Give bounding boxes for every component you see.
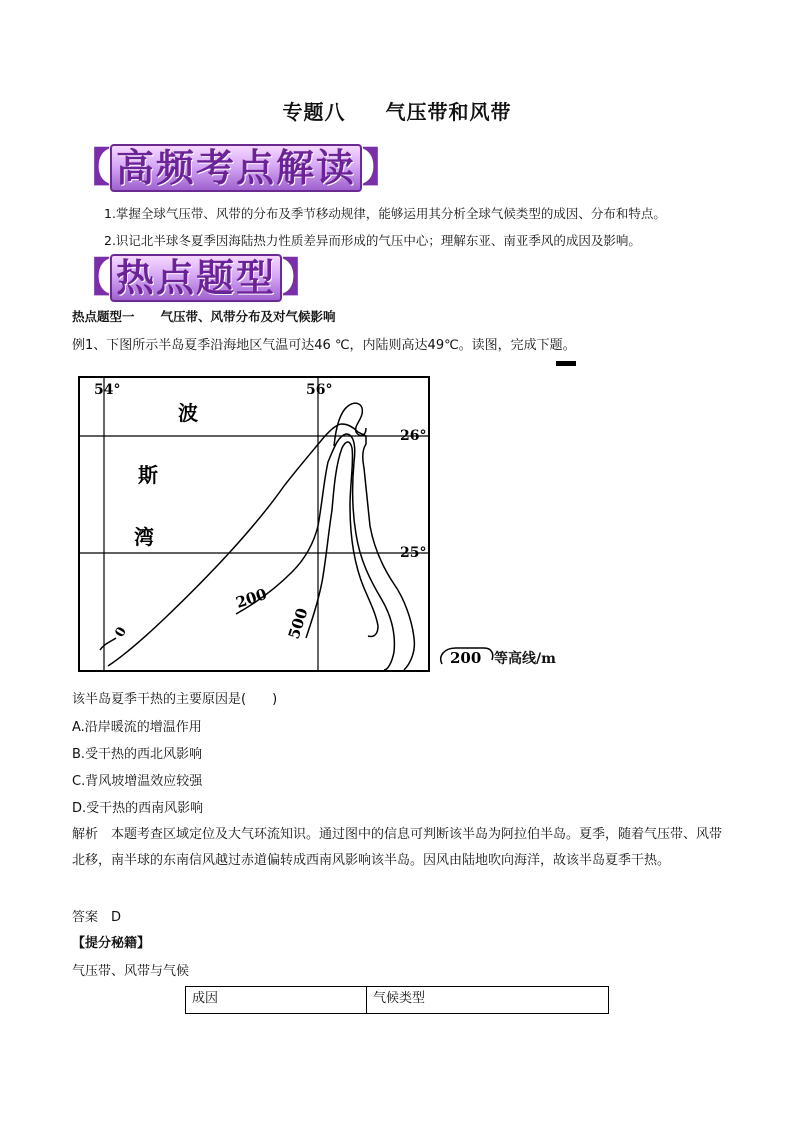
option-c: C.背风坡增温效应较强	[72, 774, 203, 789]
banner-close-bracket: 】	[362, 145, 403, 191]
label-lon-54: 54°	[94, 382, 121, 398]
question-stem: 该半岛夏季干热的主要原因是( )	[72, 692, 278, 707]
contour-0-edge	[100, 638, 116, 650]
tip-heading: 【提分秘籍】	[72, 936, 151, 951]
analysis-text: 解析 本题考查区域定位及大气环流知识。通过图中的信息可判断该半岛为阿拉伯半岛。夏季，随着气压带、风带北移，南半球的东南信风越过赤道偏转成西南风影响该半岛。因风由陆地吹向海洋，故该半岛夏季干热。	[72, 827, 723, 868]
answer-text: 答案 D	[72, 910, 122, 925]
option-d: D.受干热的西南风影响	[72, 801, 204, 816]
label-contour-0: 0	[112, 624, 130, 640]
label-contour-200: 200	[233, 585, 270, 612]
option-b: B.受干热的西北风影响	[72, 747, 203, 762]
black-mark	[556, 361, 576, 366]
label-lat-25: 25°	[400, 545, 427, 561]
hot-type-label: 热点题型一	[72, 309, 135, 324]
contour-map	[78, 376, 430, 672]
point-2: 2.识记北半球冬夏季因海陆热力性质差异而形成的气压中心；理解东亚、南亚季风的成因及影响。	[104, 233, 641, 248]
label-sea-char-3: 湾	[134, 525, 154, 549]
table-header-climate: 气候类型	[367, 987, 609, 1014]
banner-text: 热点题型	[110, 254, 282, 302]
contour-200-line	[233, 434, 394, 670]
banner-text: 高频考点解读	[110, 144, 362, 192]
point-1: 1.掌握全球气压带、风带的分布及季节移动规律，能够运用其分析全球气候类型的成因、分布和特点。	[104, 206, 666, 221]
label-sea-char-1: 波	[178, 401, 198, 425]
label-lon-56: 56°	[306, 382, 333, 398]
contour-500-line	[306, 442, 378, 638]
page-title	[0, 96, 794, 125]
banner-open-bracket: 【	[70, 255, 110, 301]
banner-high-frequency	[70, 142, 402, 194]
page-title-main: 专题八	[282, 100, 346, 124]
hot-type-topic: 气压带、风带分布及对气候影响	[160, 309, 336, 324]
page-title-sub: 气压带和风带	[385, 100, 512, 124]
label-sea-char-2: 斯	[138, 463, 158, 487]
legend-value: 200	[450, 649, 482, 667]
table-header-cause: 成因	[186, 987, 367, 1014]
label-lat-26: 26°	[400, 428, 427, 444]
option-a: A.沿岸暖流的增温作用	[72, 720, 202, 735]
label-contour-500: 500	[284, 605, 312, 642]
climate-table	[185, 986, 609, 1014]
hot-type-heading	[72, 307, 336, 325]
table-caption: 气压带、风带与气候	[72, 964, 190, 979]
example-text: 例1、下图所示半岛夏季沿海地区气温可达46 ℃，内陆则高达49℃。读图，完成下题。	[72, 338, 576, 353]
legend-label: 等高线/m	[494, 651, 556, 667]
banner-close-bracket: 】	[282, 255, 323, 301]
banner-hot-types	[70, 252, 322, 304]
banner-open-bracket: 【	[70, 145, 110, 191]
table-row	[186, 987, 609, 1014]
